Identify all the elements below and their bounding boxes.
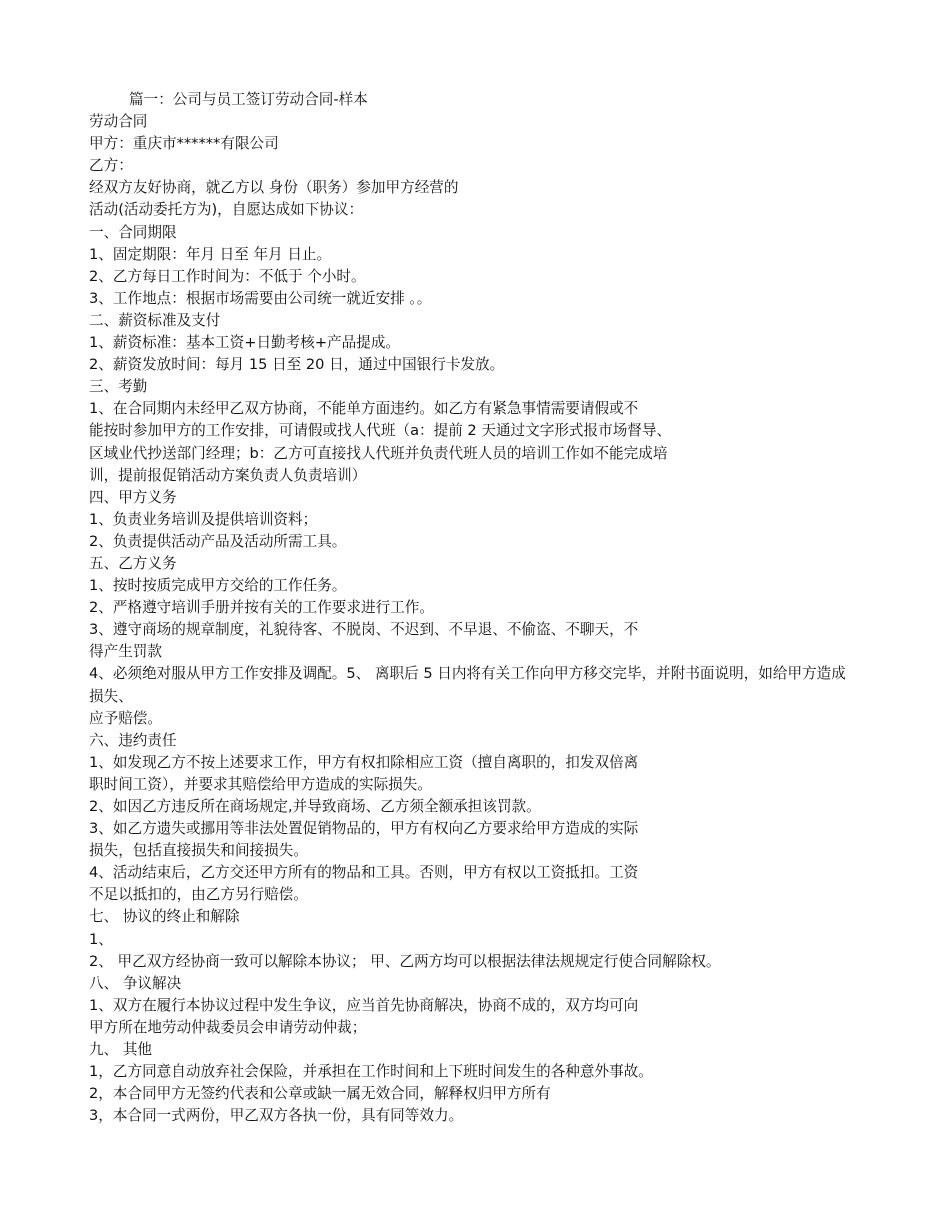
document-line: 应予赔偿。 [89,709,162,727]
document-line: 不足以抵扣的，由乙方另行赔偿。 [89,886,308,904]
document-line: 九、 其他 [89,1041,153,1059]
document-line: 甲方：重庆市******有限公司 [89,135,279,153]
document-line: 1、在合同期内未经甲乙双方协商，不能单方面违约。如乙方有紧急事情需要请假或不 [89,400,639,418]
document-line: 2、 甲乙双方经协商一致可以解除本协议； 甲、乙两方均可以根据法律法规规定行使合同解除权。 [89,952,721,970]
document-line: 1、固定期限：年月 日至 年月 日止。 [89,245,332,263]
document-line: 能按时参加甲方的工作安排，可请假或找人代班（a：提前 2 天通过文字形式报市场督导、 [89,422,672,440]
document-line: 2、薪资发放时间：每月 15 日至 20 日，通过中国银行卡发放。 [89,356,505,374]
document-line: 1、双方在履行本协议过程中发生争议，应当首先协商解决，协商不成的，双方均可向 [89,996,639,1014]
document-line: 甲方所在地劳动仲裁委员会申请劳动仲裁； [89,1018,367,1036]
document-line: 区域业代抄送部门经理；b：乙方可直接找人代班并负责代班人员的培训工作如不能完成培 [89,444,668,462]
document-line: 四、甲方义务 [89,488,177,506]
document-line: 1、如发现乙方不按上述要求工作，甲方有权扣除相应工资（擅自离职的，扣发双倍离 [89,753,639,771]
document-line: 1，乙方同意自动放弃社会保险，并承担在工作时间和上下班时间发生的各种意外事故。 [89,1063,653,1081]
document-body [89,89,869,1127]
document-line: 4、必须绝对服从甲方工作安排及调配。5、 离职后 5 日内将有关工作向甲方移交完毕，并附书面说明，如给甲方造成损失、 [89,665,846,705]
document-line: 三、考勤 [89,378,148,396]
document-line: 损失，包括直接损失和间接损失。 [89,842,308,860]
document-line: 经双方友好协商，就乙方以 身份（职务）参加甲方经营的 [89,179,459,197]
document-line: 4、活动结束后，乙方交还甲方所有的物品和工具。否则，甲方有权以工资抵扣。工资 [89,864,639,882]
document-line: 2、负责提供活动产品及活动所需工具。 [89,532,347,550]
document-line: 六、违约责任 [89,731,177,749]
document-line: 2、乙方每日工作时间为：不低于 个小时。 [89,267,366,285]
document-line: 一、合同期限 [89,223,177,241]
document-line: 1、负责业务培训及提供培训资料； [89,510,318,528]
document-line: 八、 争议解决 [89,974,182,992]
document-line: 劳动合同 [89,113,148,131]
document-line: 2，本合同甲方无签约代表和公章或缺一属无效合同，解释权归甲方所有 [89,1085,551,1103]
document-line: 五、乙方义务 [89,554,177,572]
document-line: 职时间工资），并要求其赔偿给甲方造成的实际损失。 [89,775,432,793]
document-line: 3、遵守商场的规章制度，礼貌待客、不脱岗、不迟到、不早退、不偷盗、不聊天，不 [89,621,639,639]
document-line: 二、薪资标准及支付 [89,311,221,329]
document-line: 3、工作地点：根据市场需要由公司统一就近安排 。。 [89,289,432,307]
document-line: 2、严格遵守培训手册并按有关的工作要求进行工作。 [89,599,434,617]
document-line: 得产生罚款 [89,643,162,661]
document-line: 3，本合同一式两份，甲乙双方各执一份，具有同等效力。 [89,1107,464,1125]
document-line: 活动(活动委托方为)，自愿达成如下协议： [89,201,364,219]
document-line: 1、按时按质完成甲方交给的工作任务。 [89,577,347,595]
document-line: 七、 协议的终止和解除 [89,908,240,926]
document-lines [89,111,869,1127]
document-line: 1、薪资标准：基本工资+日勤考核+产品提成。 [89,334,401,352]
document-line: 3、如乙方遗失或挪用等非法处置促销物品的，甲方有权向乙方要求给甲方造成的实际 [89,820,639,838]
document-line: 2、如因乙方违反所在商场规定,并导致商场、乙方须全额承担该罚款。 [89,798,541,815]
document-line: 乙方： [89,157,133,175]
document-line: 训，提前报促销活动方案负责人负责培训） [89,466,367,484]
document-line: 1、 [89,930,113,948]
document-title: 篇一：公司与员工签订劳动合同-样本 [129,91,368,108]
